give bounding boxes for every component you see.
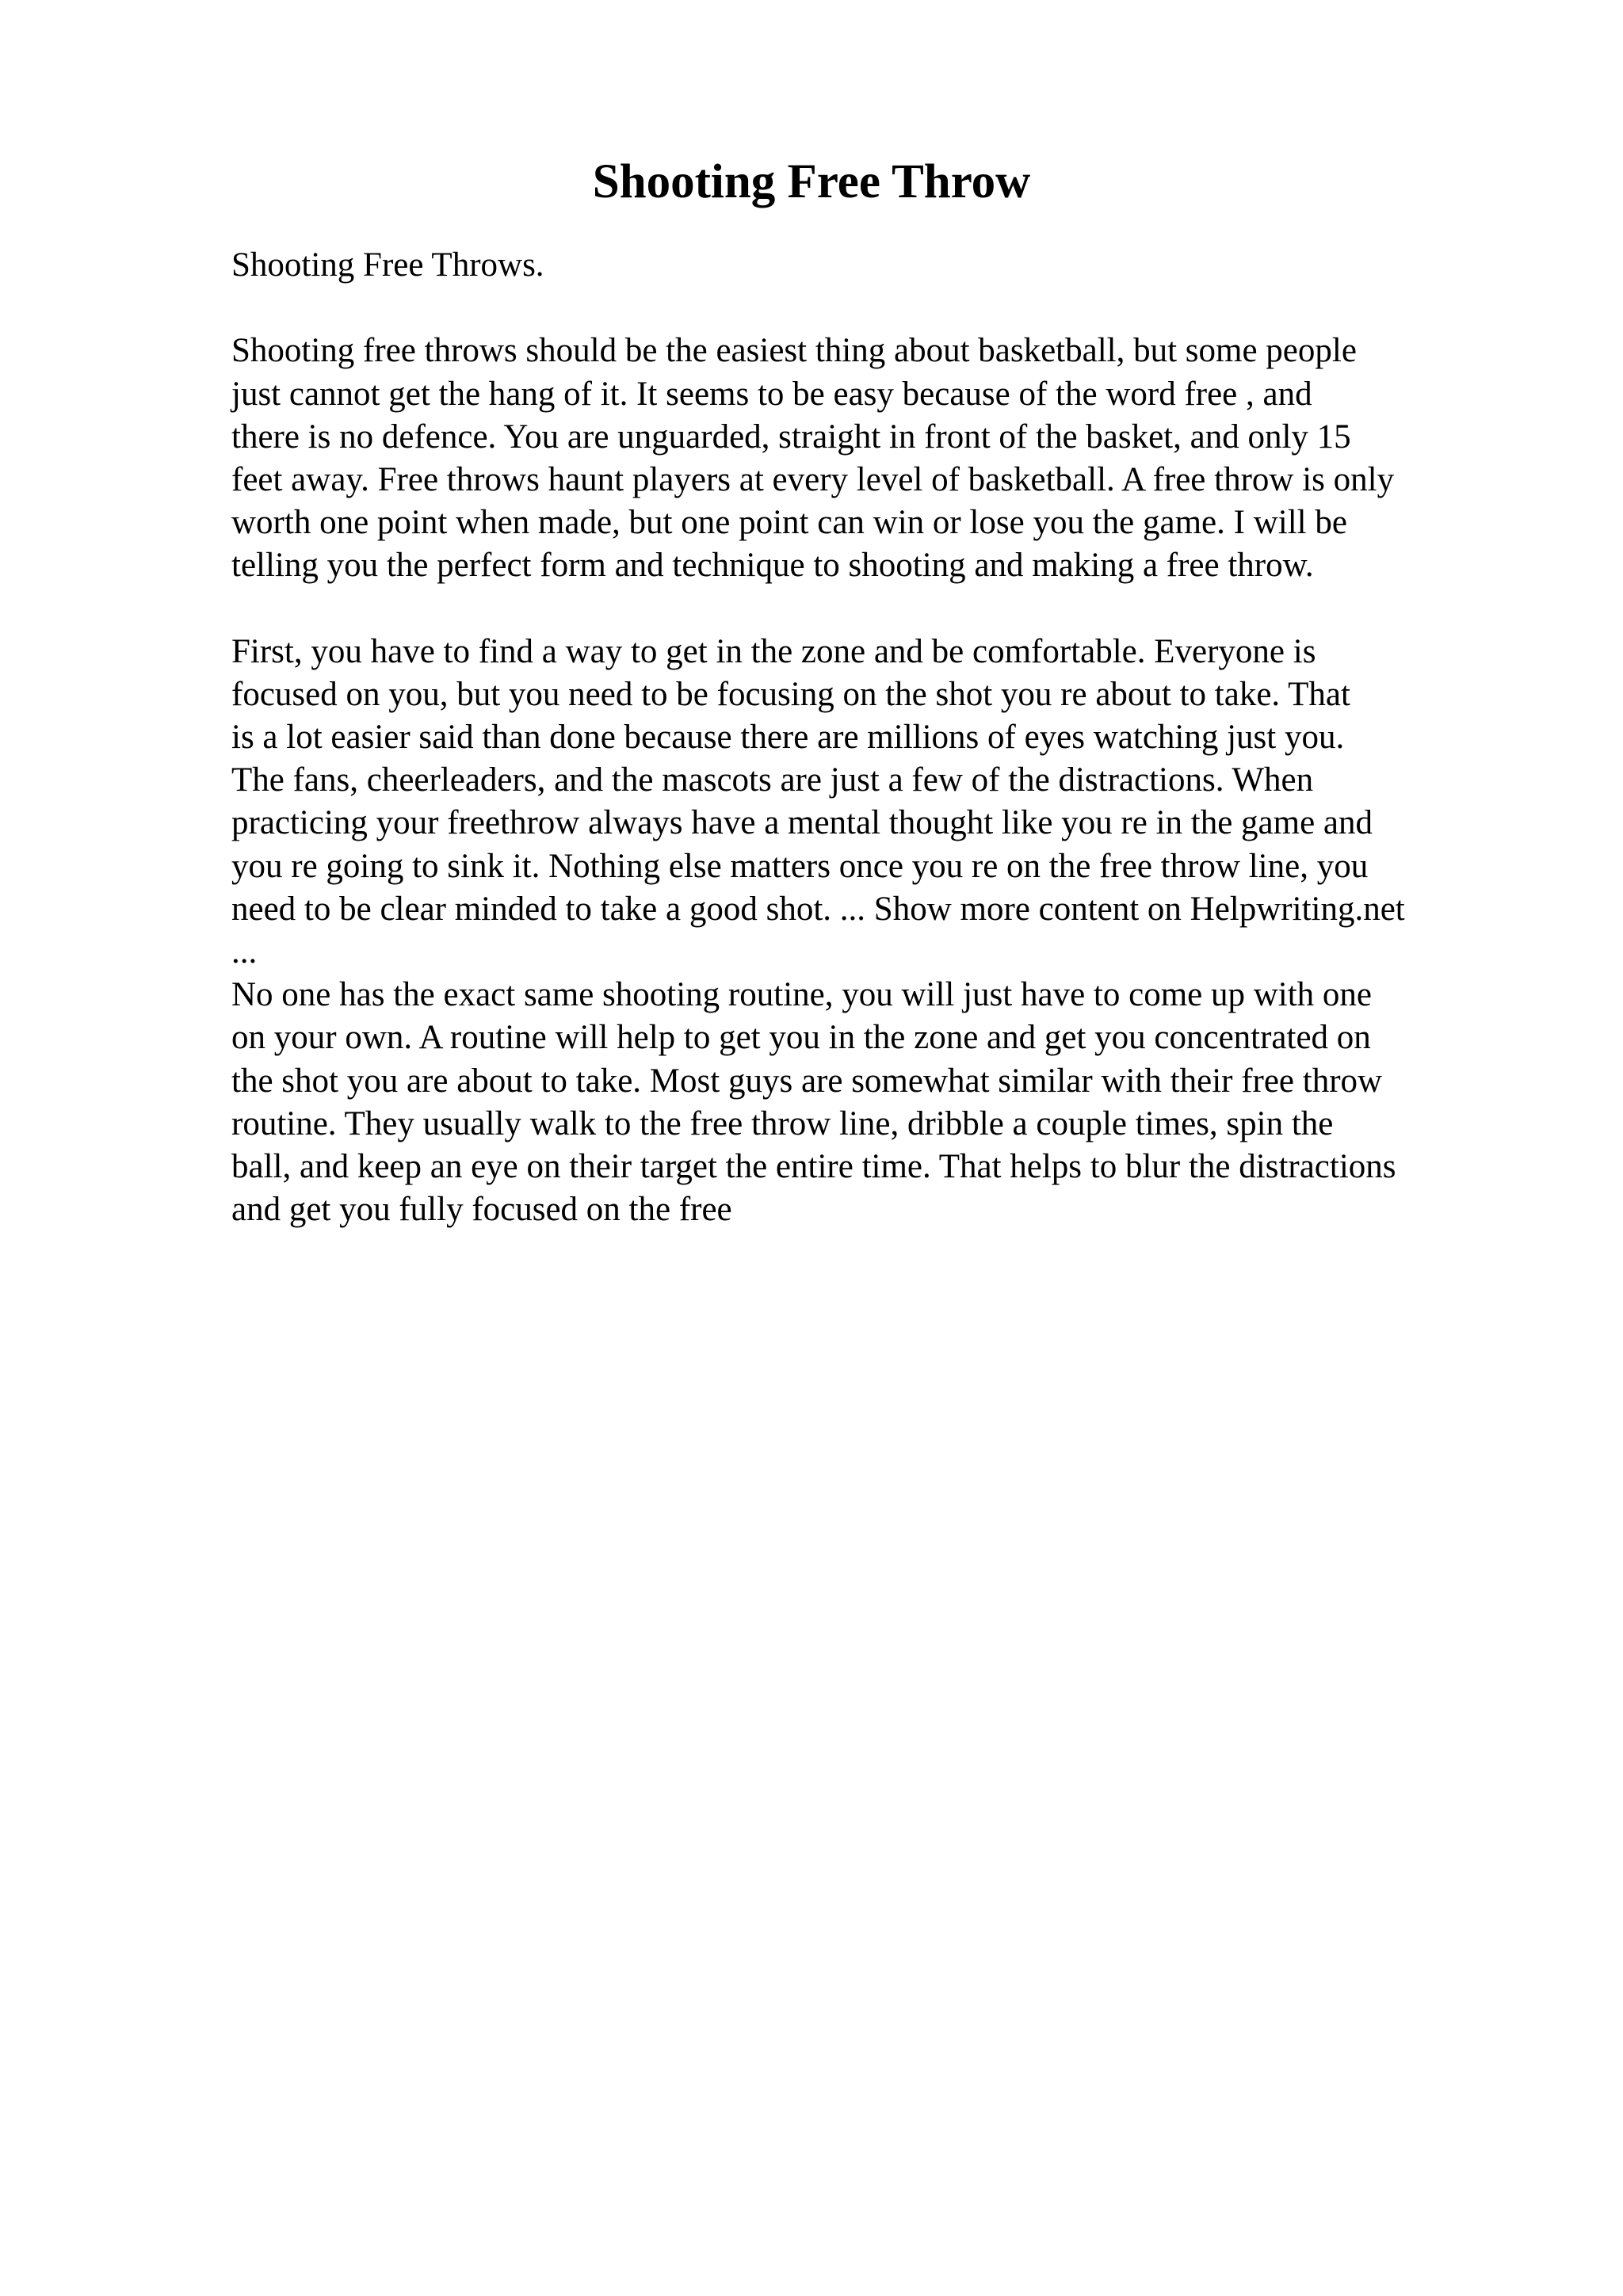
text-line: focused on you, but you need to be focusing on the shot you re about to take. That	[231, 675, 1350, 713]
text-line: Shooting Free Throws.	[231, 246, 544, 284]
text-line: feet away. Free throws haunt players at every level of basketball. A free throw is only	[231, 460, 1395, 498]
text-line: and get you fully focused on the free	[231, 1191, 732, 1229]
document-body	[231, 244, 1531, 1231]
text-line: First, you have to find a way to get in the zone and be comfortable. Everyone is	[231, 632, 1316, 670]
text-line: need to be clear minded to take a good shot. ... Show more content on Helpwriting.net	[231, 890, 1405, 928]
paragraph-gap	[231, 588, 1531, 631]
text-line: Shooting free throws should be the easiest thing about basketball, but some people	[231, 332, 1357, 370]
text-line: the shot you are about to take. Most guys are somewhat similar with their free throw	[231, 1062, 1383, 1100]
text-line: ...	[231, 933, 258, 971]
text-line: telling you the perfect form and technique to shooting and making a free throw.	[231, 547, 1314, 585]
text-line: ball, and keep an eye on their target the entire time. That helps to blur the distractions	[231, 1147, 1396, 1185]
text-line: No one has the exact same shooting routine, you will just have to come up with one	[231, 976, 1373, 1014]
text-line: practicing your freethrow always have a mental thought like you re in the game and	[231, 804, 1373, 842]
text-line: The fans, cheerleaders, and the mascots are just a few of the distractions. When	[231, 761, 1314, 799]
text-line: routine. They usually walk to the free throw line, dribble a couple times, spin the	[231, 1104, 1334, 1142]
text-line: on your own. A routine will help to get you in the zone and get you concentrated on	[231, 1019, 1371, 1057]
text-line: worth one point when made, but one point can win or lose you the game. I will be	[231, 504, 1347, 542]
text-line: just cannot get the hang of it. It seems to be easy because of the word free , and	[231, 375, 1312, 413]
text-line: there is no defence. You are unguarded, straight in front of the basket, and only 15	[231, 418, 1351, 456]
text-line: is a lot easier said than done because there are millions of eyes watching just you.	[231, 719, 1345, 757]
paragraph-gap	[231, 287, 1531, 330]
text-line: you re going to sink it. Nothing else matters once you re on the free throw line, you	[231, 847, 1369, 885]
document-title: Shooting Free Throw	[592, 155, 1031, 208]
